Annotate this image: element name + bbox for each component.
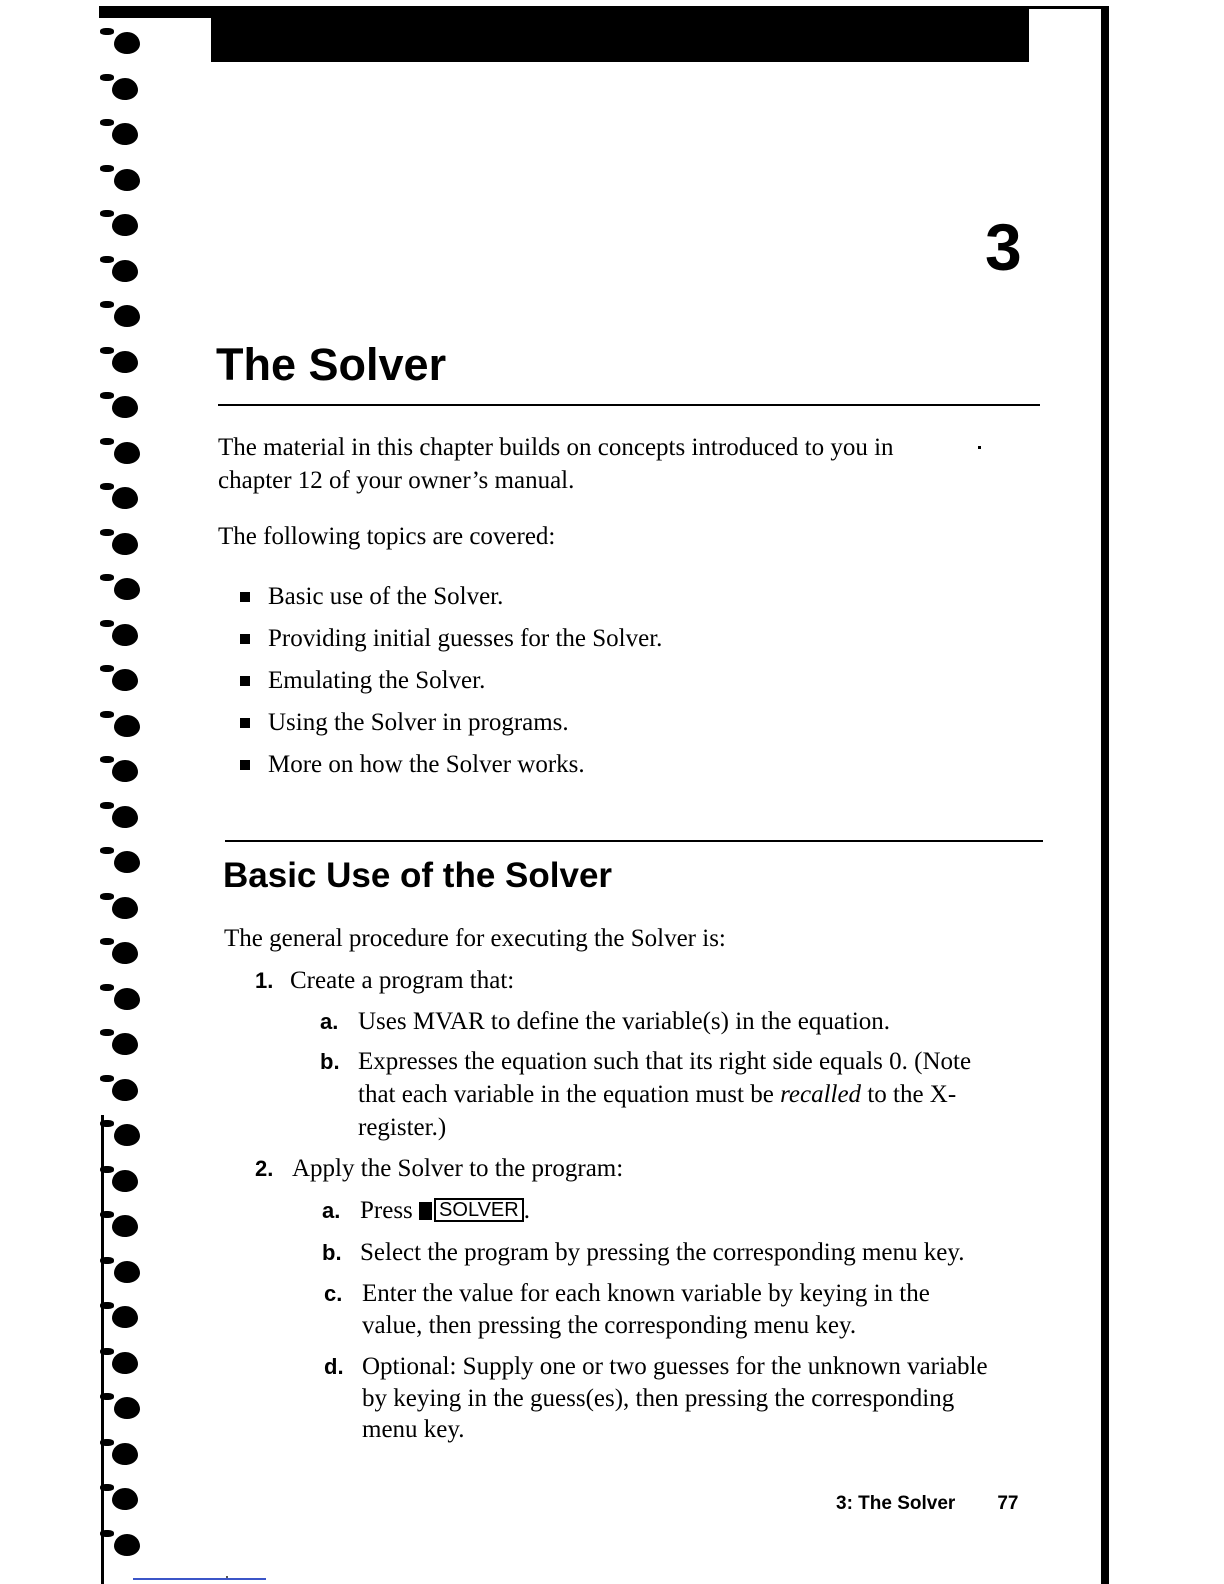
binding-hole-icon	[114, 1534, 140, 1556]
topics-list	[238, 576, 662, 786]
binding-hole-icon	[112, 1079, 138, 1101]
topics-lead: The following topics are covered:	[218, 523, 556, 550]
scan-speck	[226, 1576, 228, 1578]
top-edge-bar	[99, 6, 211, 18]
page-right-edge	[1101, 6, 1109, 1584]
shift-key-icon	[419, 1202, 432, 1220]
step-2d-line-1: Optional: Supply one or two guesses for the unknown variable	[362, 1353, 988, 1380]
binding-hole-icon	[112, 396, 138, 418]
binding-hole-tail	[100, 893, 114, 900]
list-item: Using the Solver in programs.	[238, 702, 662, 744]
chapter-tab-bar	[211, 6, 1029, 62]
binding-hole-tail	[100, 347, 114, 354]
step-2a-text: Press SOLVER .	[360, 1197, 530, 1224]
binding-margin-line	[101, 1115, 104, 1584]
title-rule	[218, 404, 1040, 406]
binding-hole-icon	[114, 1124, 140, 1146]
binding-hole-tail	[100, 438, 114, 445]
section-lead: The general procedure for executing the Solver is:	[224, 925, 726, 952]
binding-hole-tail	[100, 756, 114, 763]
square-bullet-icon	[240, 676, 250, 686]
binding-hole-tail	[100, 665, 114, 672]
binding-hole-tail	[100, 210, 114, 217]
page-footer	[836, 1494, 1018, 1513]
intro-line-2: chapter 12 of your owner’s manual.	[218, 467, 575, 494]
binding-hole-icon	[114, 1261, 140, 1283]
binding-hole-tail	[100, 620, 114, 627]
section-rule	[225, 840, 1043, 842]
list-item: Emulating the Solver.	[238, 660, 662, 702]
binding-hole-icon	[112, 351, 138, 373]
binding-hole-icon	[112, 669, 138, 691]
binding-hole-icon	[112, 260, 138, 282]
binding-hole-icon	[112, 123, 138, 145]
binding-hole-icon	[114, 169, 140, 191]
binding-hole-icon	[112, 1170, 138, 1192]
section-heading: Basic Use of the Solver	[223, 856, 613, 895]
step-2-text: Apply the Solver to the program:	[292, 1155, 624, 1182]
square-bullet-icon	[240, 718, 250, 728]
binding-hole-tail	[100, 256, 114, 263]
step-2c-label: c.	[324, 1281, 343, 1306]
binding-hole-tail	[100, 529, 114, 536]
binding-hole-icon	[114, 988, 140, 1010]
list-item: More on how the Solver works.	[238, 744, 662, 786]
scan-artifact-line	[133, 1578, 266, 1580]
step-1b-line-3: register.)	[358, 1114, 447, 1141]
step-2c-line-1: Enter the value for each known variable by keying in the	[362, 1280, 930, 1307]
step-1b-line-1: Expresses the equation such that its right side equals 0. (Note	[358, 1048, 972, 1075]
step-2b-label: b.	[322, 1240, 342, 1265]
step-2d-line-2: by keying in the guess(es), then pressing the corresponding	[362, 1385, 955, 1412]
step-1b-line-2: that each variable in the equation must be recalled to the X-	[358, 1081, 957, 1108]
step-2d-line-3: menu key.	[362, 1416, 465, 1443]
binding-hole-icon	[112, 487, 138, 509]
binding-hole-icon	[112, 533, 138, 555]
binding-hole-tail	[100, 483, 114, 490]
step-2a-label: a.	[322, 1198, 341, 1223]
step-1-number: 1.	[255, 968, 274, 993]
binding-hole-tail	[100, 74, 114, 81]
binding-hole-icon	[112, 1306, 138, 1328]
step-1a-label: a.	[320, 1009, 339, 1034]
binding-hole-icon	[112, 624, 138, 646]
binding-hole-icon	[114, 715, 140, 737]
step-1b-label: b.	[320, 1049, 340, 1074]
stray-mark	[978, 446, 981, 449]
binding-hole-tail	[100, 392, 114, 399]
binding-hole-icon	[112, 1033, 138, 1055]
binding-hole-icon	[114, 1397, 140, 1419]
square-bullet-icon	[240, 760, 250, 770]
binding-hole-icon	[112, 214, 138, 236]
binding-hole-tail	[100, 802, 114, 809]
binding-hole-icon	[114, 305, 140, 327]
binding-hole-icon	[112, 78, 138, 100]
binding-hole-tail	[100, 119, 114, 126]
binding-hole-tail	[100, 28, 114, 35]
binding-hole-icon	[114, 442, 140, 464]
binding-hole-icon	[114, 578, 140, 600]
step-1-text: Create a program that:	[290, 967, 515, 994]
page-title: The Solver	[216, 339, 447, 390]
step-2b-text: Select the program by pressing the corresponding menu key.	[360, 1239, 965, 1266]
square-bullet-icon	[240, 592, 250, 602]
binding-hole-icon	[112, 897, 138, 919]
list-item: Basic use of the Solver.	[238, 576, 662, 618]
binding-hole-icon	[112, 1215, 138, 1237]
binding-hole-tail	[100, 574, 114, 581]
list-item: Providing initial guesses for the Solver.	[238, 618, 662, 660]
intro-line-1: The material in this chapter builds on concepts introduced to you in	[218, 434, 894, 461]
binding-hole-icon	[114, 32, 140, 54]
page-number: 77	[997, 1493, 1019, 1514]
binding-hole-tail	[100, 1029, 114, 1036]
binding-hole-tail	[100, 165, 114, 172]
step-2d-label: d.	[324, 1354, 344, 1379]
binding-hole-tail	[100, 847, 114, 854]
binding-hole-icon	[112, 806, 138, 828]
chapter-number: 3	[985, 210, 1022, 284]
binding-hole-icon	[112, 1443, 138, 1465]
solver-key: SOLVER	[434, 1198, 524, 1222]
binding-hole-icon	[112, 942, 138, 964]
binding-hole-tail	[100, 984, 114, 991]
step-2c-line-2: value, then pressing the corresponding menu key.	[362, 1312, 857, 1339]
binding-hole-tail	[100, 301, 114, 308]
top-right-edge	[1029, 6, 1101, 9]
binding-hole-icon	[112, 760, 138, 782]
binding-hole-tail	[100, 711, 114, 718]
binding-hole-icon	[112, 1488, 138, 1510]
binding-hole-icon	[112, 1352, 138, 1374]
step-2-number: 2.	[255, 1156, 274, 1181]
binding-hole-icon	[114, 851, 140, 873]
running-head: 3: The Solver	[836, 1493, 956, 1514]
binding-hole-tail	[100, 938, 114, 945]
step-1a-text: Uses MVAR to define the variable(s) in the equation.	[358, 1008, 891, 1035]
binding-hole-tail	[100, 1075, 114, 1082]
square-bullet-icon	[240, 634, 250, 644]
